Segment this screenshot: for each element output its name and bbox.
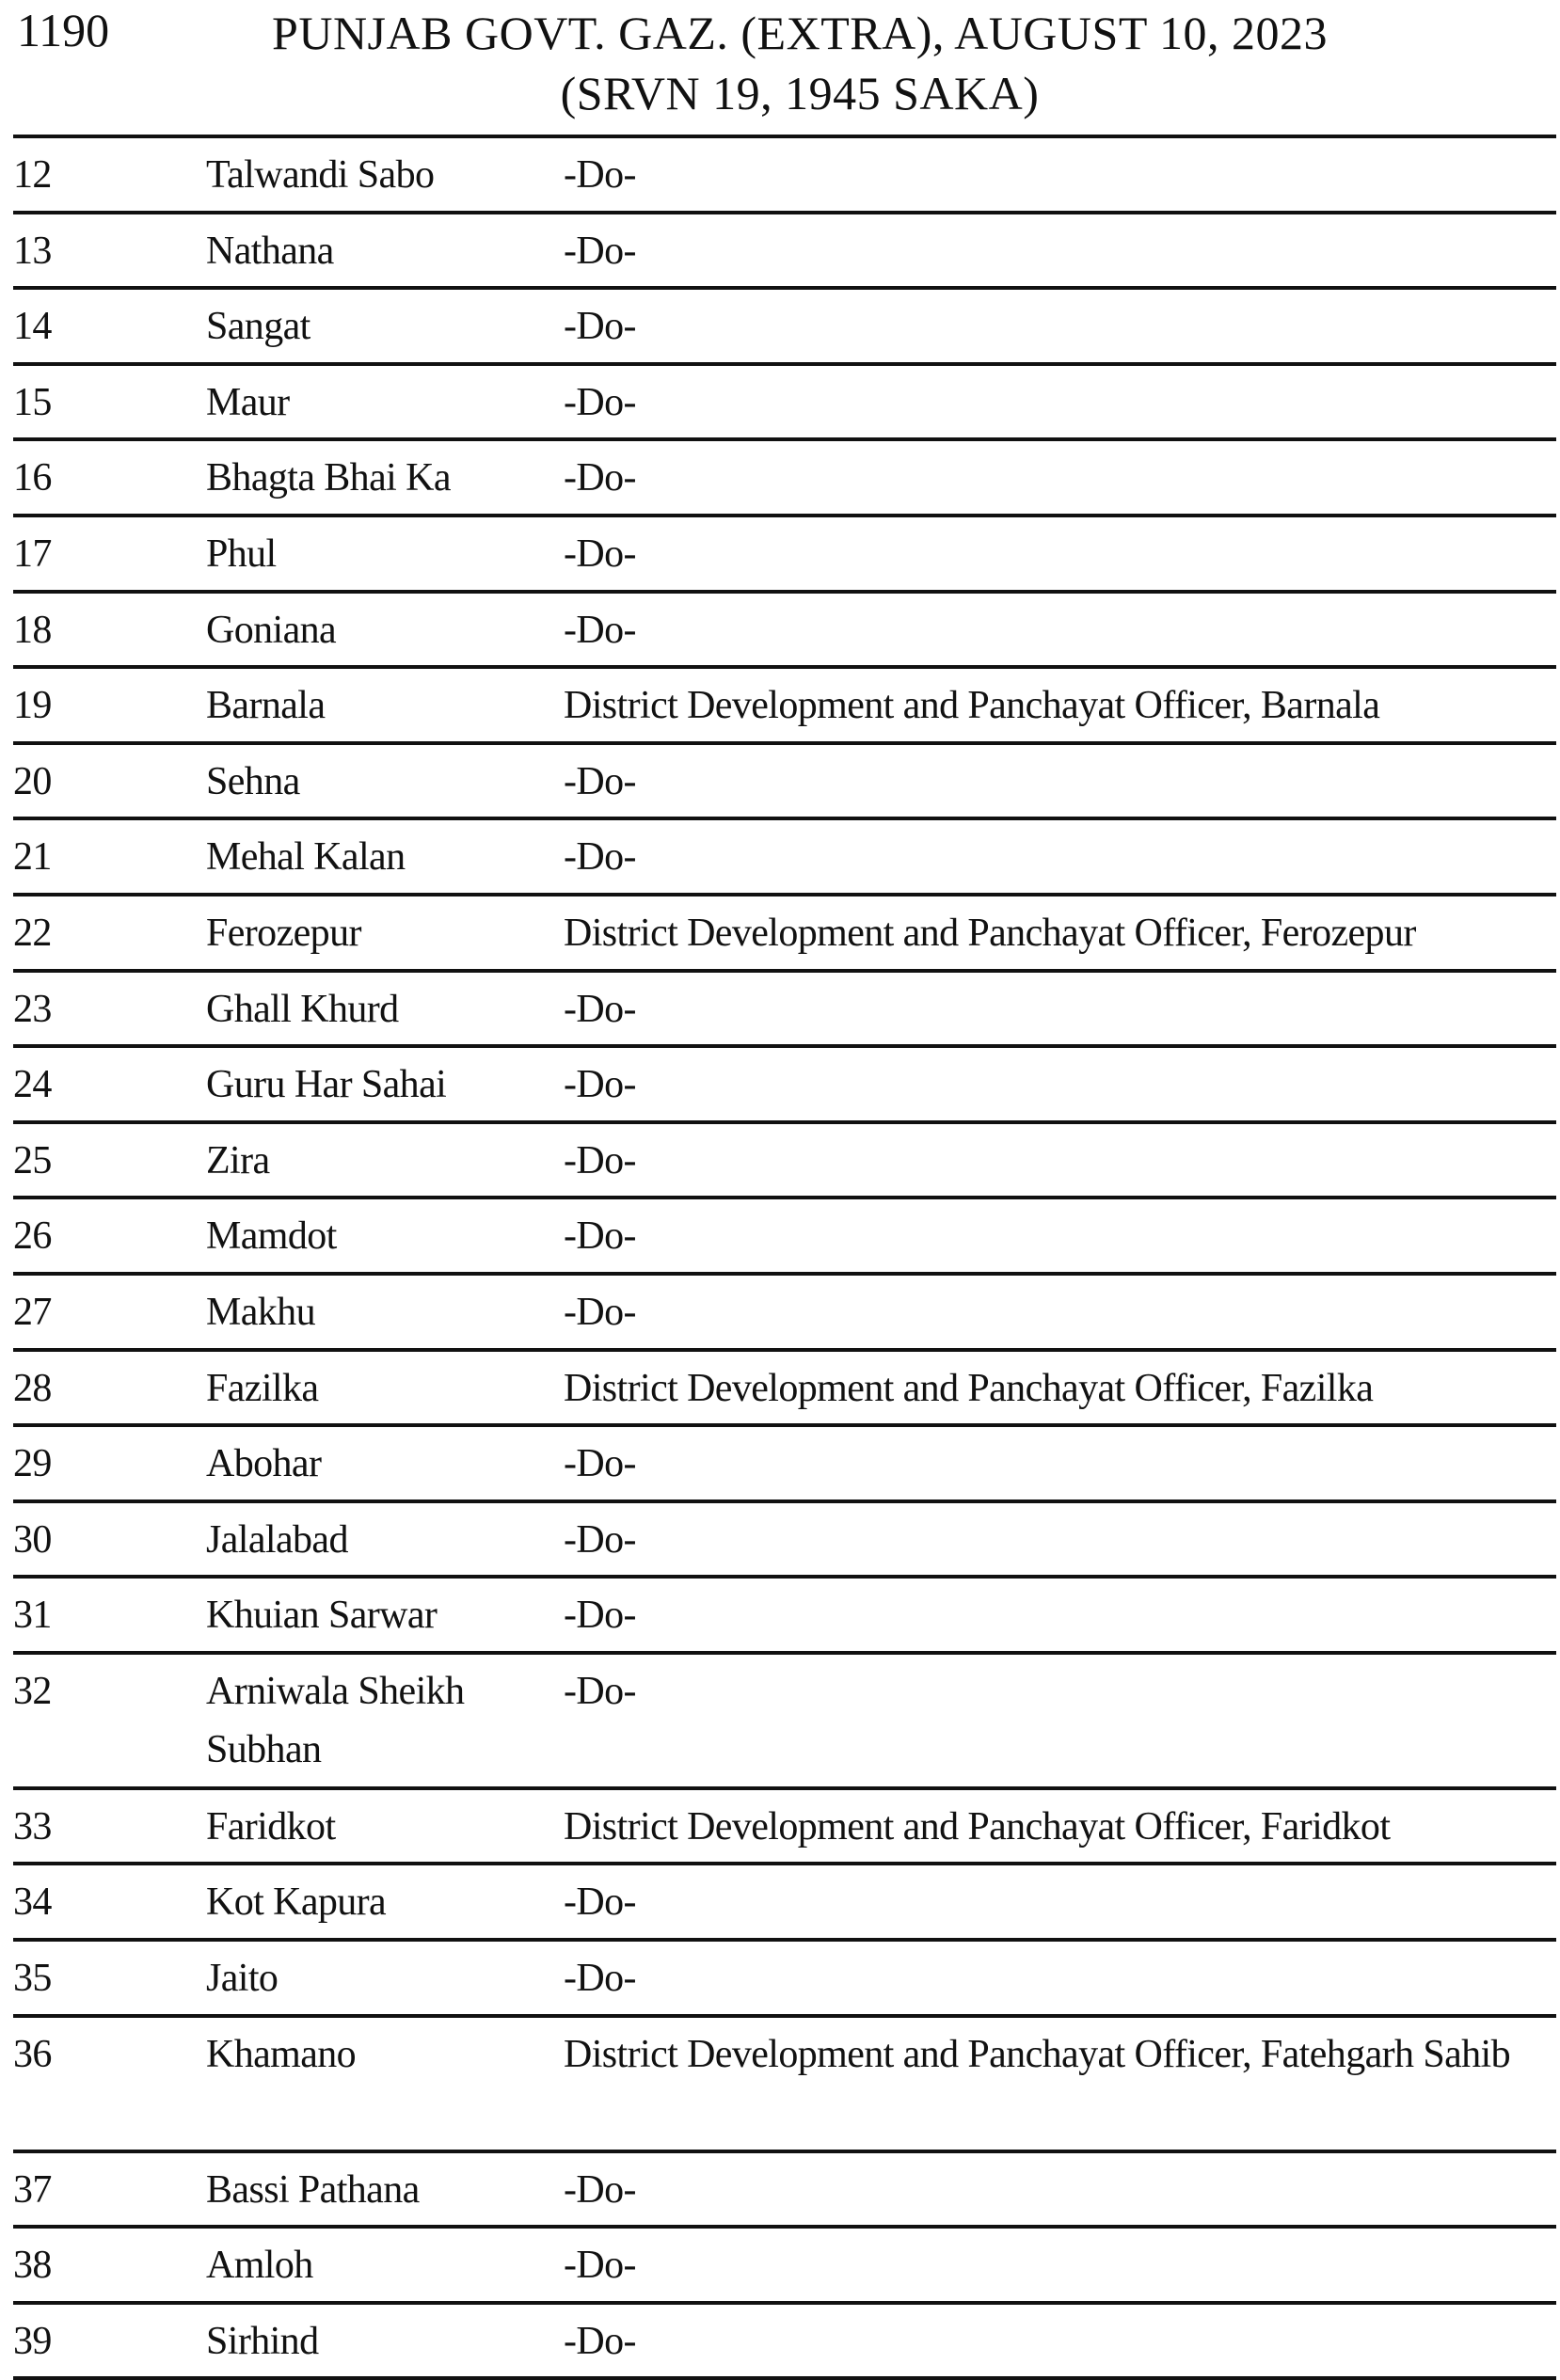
table-row bbox=[13, 441, 1556, 517]
officer-designation: -Do- bbox=[564, 153, 636, 197]
officer-designation: -Do- bbox=[564, 2167, 636, 2212]
serial-number: 34 bbox=[13, 1880, 52, 1925]
serial-number: 16 bbox=[13, 456, 52, 500]
serial-number: 37 bbox=[13, 2167, 52, 2212]
officer-designation: -Do- bbox=[564, 1594, 636, 1638]
table-row bbox=[13, 1655, 1556, 1790]
serial-number: 22 bbox=[13, 911, 52, 955]
block-name: Nathana bbox=[206, 229, 334, 273]
serial-number: 36 bbox=[13, 2032, 52, 2076]
serial-number: 18 bbox=[13, 608, 52, 652]
block-name: Zira bbox=[206, 1138, 270, 1182]
table-row bbox=[13, 1790, 1556, 1866]
officer-table bbox=[13, 135, 1556, 2380]
table-row bbox=[13, 594, 1556, 670]
serial-number: 26 bbox=[13, 1214, 52, 1259]
officer-designation: -Do- bbox=[564, 987, 636, 1031]
serial-number: 35 bbox=[13, 1957, 52, 2001]
serial-number: 27 bbox=[13, 1290, 52, 1334]
officer-designation: -Do- bbox=[564, 608, 636, 652]
serial-number: 23 bbox=[13, 987, 52, 1031]
table-row bbox=[13, 1503, 1556, 1579]
officer-designation: -Do- bbox=[564, 2244, 636, 2288]
serial-number: 38 bbox=[13, 2244, 52, 2288]
serial-number: 31 bbox=[13, 1594, 52, 1638]
block-name: Goniana bbox=[206, 608, 337, 652]
officer-designation: -Do- bbox=[564, 1214, 636, 1259]
serial-number: 29 bbox=[13, 1442, 52, 1486]
table-row bbox=[13, 1865, 1556, 1942]
officer-designation: -Do- bbox=[564, 1957, 636, 2001]
block-name: Sangat bbox=[206, 305, 310, 349]
table-row bbox=[13, 669, 1556, 745]
gazette-header-title: PUNJAB GOVT. GAZ. (EXTRA), AUGUST 10, 2023 bbox=[272, 7, 1328, 59]
officer-designation: -Do- bbox=[564, 2319, 636, 2363]
officer-designation: -Do- bbox=[564, 1442, 636, 1486]
table-row bbox=[13, 1124, 1556, 1200]
serial-number: 28 bbox=[13, 1366, 52, 1410]
table-row bbox=[13, 214, 1556, 291]
table-row bbox=[13, 2018, 1556, 2153]
block-name: Jalalabad bbox=[206, 1517, 348, 1562]
block-name: Ferozepur bbox=[206, 911, 361, 955]
block-name: Kot Kapura bbox=[206, 1880, 387, 1925]
serial-number: 13 bbox=[13, 229, 52, 273]
block-name: Mamdot bbox=[206, 1214, 337, 1259]
officer-designation: -Do- bbox=[564, 1138, 636, 1182]
table-row bbox=[13, 2305, 1556, 2380]
serial-number: 30 bbox=[13, 1517, 52, 1562]
officer-designation: District Development and Panchayat Officer, Barnala bbox=[564, 684, 1380, 728]
block-name: Sirhind bbox=[206, 2319, 319, 2363]
officer-designation: -Do- bbox=[564, 1290, 636, 1334]
block-name: Fazilka bbox=[206, 1366, 319, 1410]
table-row bbox=[13, 1276, 1556, 1352]
officer-designation: -Do- bbox=[564, 229, 636, 273]
table-row bbox=[13, 745, 1556, 821]
table-row bbox=[13, 517, 1556, 594]
officer-designation: District Development and Panchayat Officer, Fatehgarh Sahib bbox=[564, 2032, 1510, 2076]
table-row bbox=[13, 973, 1556, 1049]
table-row bbox=[13, 1942, 1556, 2018]
officer-designation: -Do- bbox=[564, 456, 636, 500]
table-row bbox=[13, 1352, 1556, 1428]
officer-designation: -Do- bbox=[564, 380, 636, 424]
page-number: 1190 bbox=[17, 4, 110, 56]
serial-number: 21 bbox=[13, 835, 52, 880]
officer-designation: -Do- bbox=[564, 532, 636, 576]
table-row bbox=[13, 1048, 1556, 1124]
officer-designation: District Development and Panchayat Officer, Fazilka bbox=[564, 1366, 1374, 1410]
block-name: Mehal Kalan bbox=[206, 835, 406, 880]
serial-number: 24 bbox=[13, 1063, 52, 1107]
serial-number: 39 bbox=[13, 2319, 52, 2363]
block-name: Barnala bbox=[206, 684, 326, 728]
block-name: Amloh bbox=[206, 2244, 313, 2288]
table-row bbox=[13, 1427, 1556, 1503]
table-row bbox=[13, 138, 1556, 214]
block-name: Bassi Pathana bbox=[206, 2167, 420, 2212]
block-name: Jaito bbox=[206, 1957, 279, 2001]
block-name: Faridkot bbox=[206, 1804, 336, 1848]
block-name: Makhu bbox=[206, 1290, 315, 1334]
table-row bbox=[13, 2153, 1556, 2229]
block-name: Talwandi Sabo bbox=[206, 153, 435, 197]
serial-number: 12 bbox=[13, 153, 52, 197]
officer-designation: -Do- bbox=[564, 759, 636, 803]
serial-number: 15 bbox=[13, 380, 52, 424]
block-name: Phul bbox=[206, 532, 277, 576]
block-name: Sehna bbox=[206, 759, 300, 803]
block-name: Guru Har Sahai bbox=[206, 1063, 447, 1107]
table-row bbox=[13, 1579, 1556, 1655]
gazette-header-date: (SRVN 19, 1945 SAKA) bbox=[560, 67, 1040, 119]
serial-number: 33 bbox=[13, 1804, 52, 1848]
serial-number: 32 bbox=[13, 1669, 52, 1713]
block-name: Abohar bbox=[206, 1442, 322, 1486]
block-name: Ghall Khurd bbox=[206, 987, 399, 1031]
block-name: Arniwala Sheikh Subhan bbox=[206, 1669, 465, 1771]
officer-designation: -Do- bbox=[564, 1063, 636, 1107]
officer-designation: District Development and Panchayat Officer, Ferozepur bbox=[564, 911, 1416, 955]
block-name: Khuian Sarwar bbox=[206, 1594, 438, 1638]
block-name: Bhagta Bhai Ka bbox=[206, 456, 451, 500]
block-name: Khamano bbox=[206, 2032, 357, 2076]
officer-designation: -Do- bbox=[564, 305, 636, 349]
table-row bbox=[13, 290, 1556, 366]
serial-number: 25 bbox=[13, 1138, 52, 1182]
table-row bbox=[13, 366, 1556, 442]
table-row bbox=[13, 820, 1556, 896]
serial-number: 17 bbox=[13, 532, 52, 576]
serial-number: 20 bbox=[13, 759, 52, 803]
officer-designation: -Do- bbox=[564, 1669, 636, 1713]
table-row bbox=[13, 2229, 1556, 2305]
table-row bbox=[13, 896, 1556, 973]
officer-designation: -Do- bbox=[564, 1517, 636, 1562]
officer-designation: -Do- bbox=[564, 1880, 636, 1925]
officer-designation: -Do- bbox=[564, 835, 636, 880]
block-name: Maur bbox=[206, 380, 290, 424]
officer-designation: District Development and Panchayat Officer, Faridkot bbox=[564, 1804, 1391, 1848]
table-row bbox=[13, 1199, 1556, 1276]
serial-number: 14 bbox=[13, 305, 52, 349]
serial-number: 19 bbox=[13, 684, 52, 728]
